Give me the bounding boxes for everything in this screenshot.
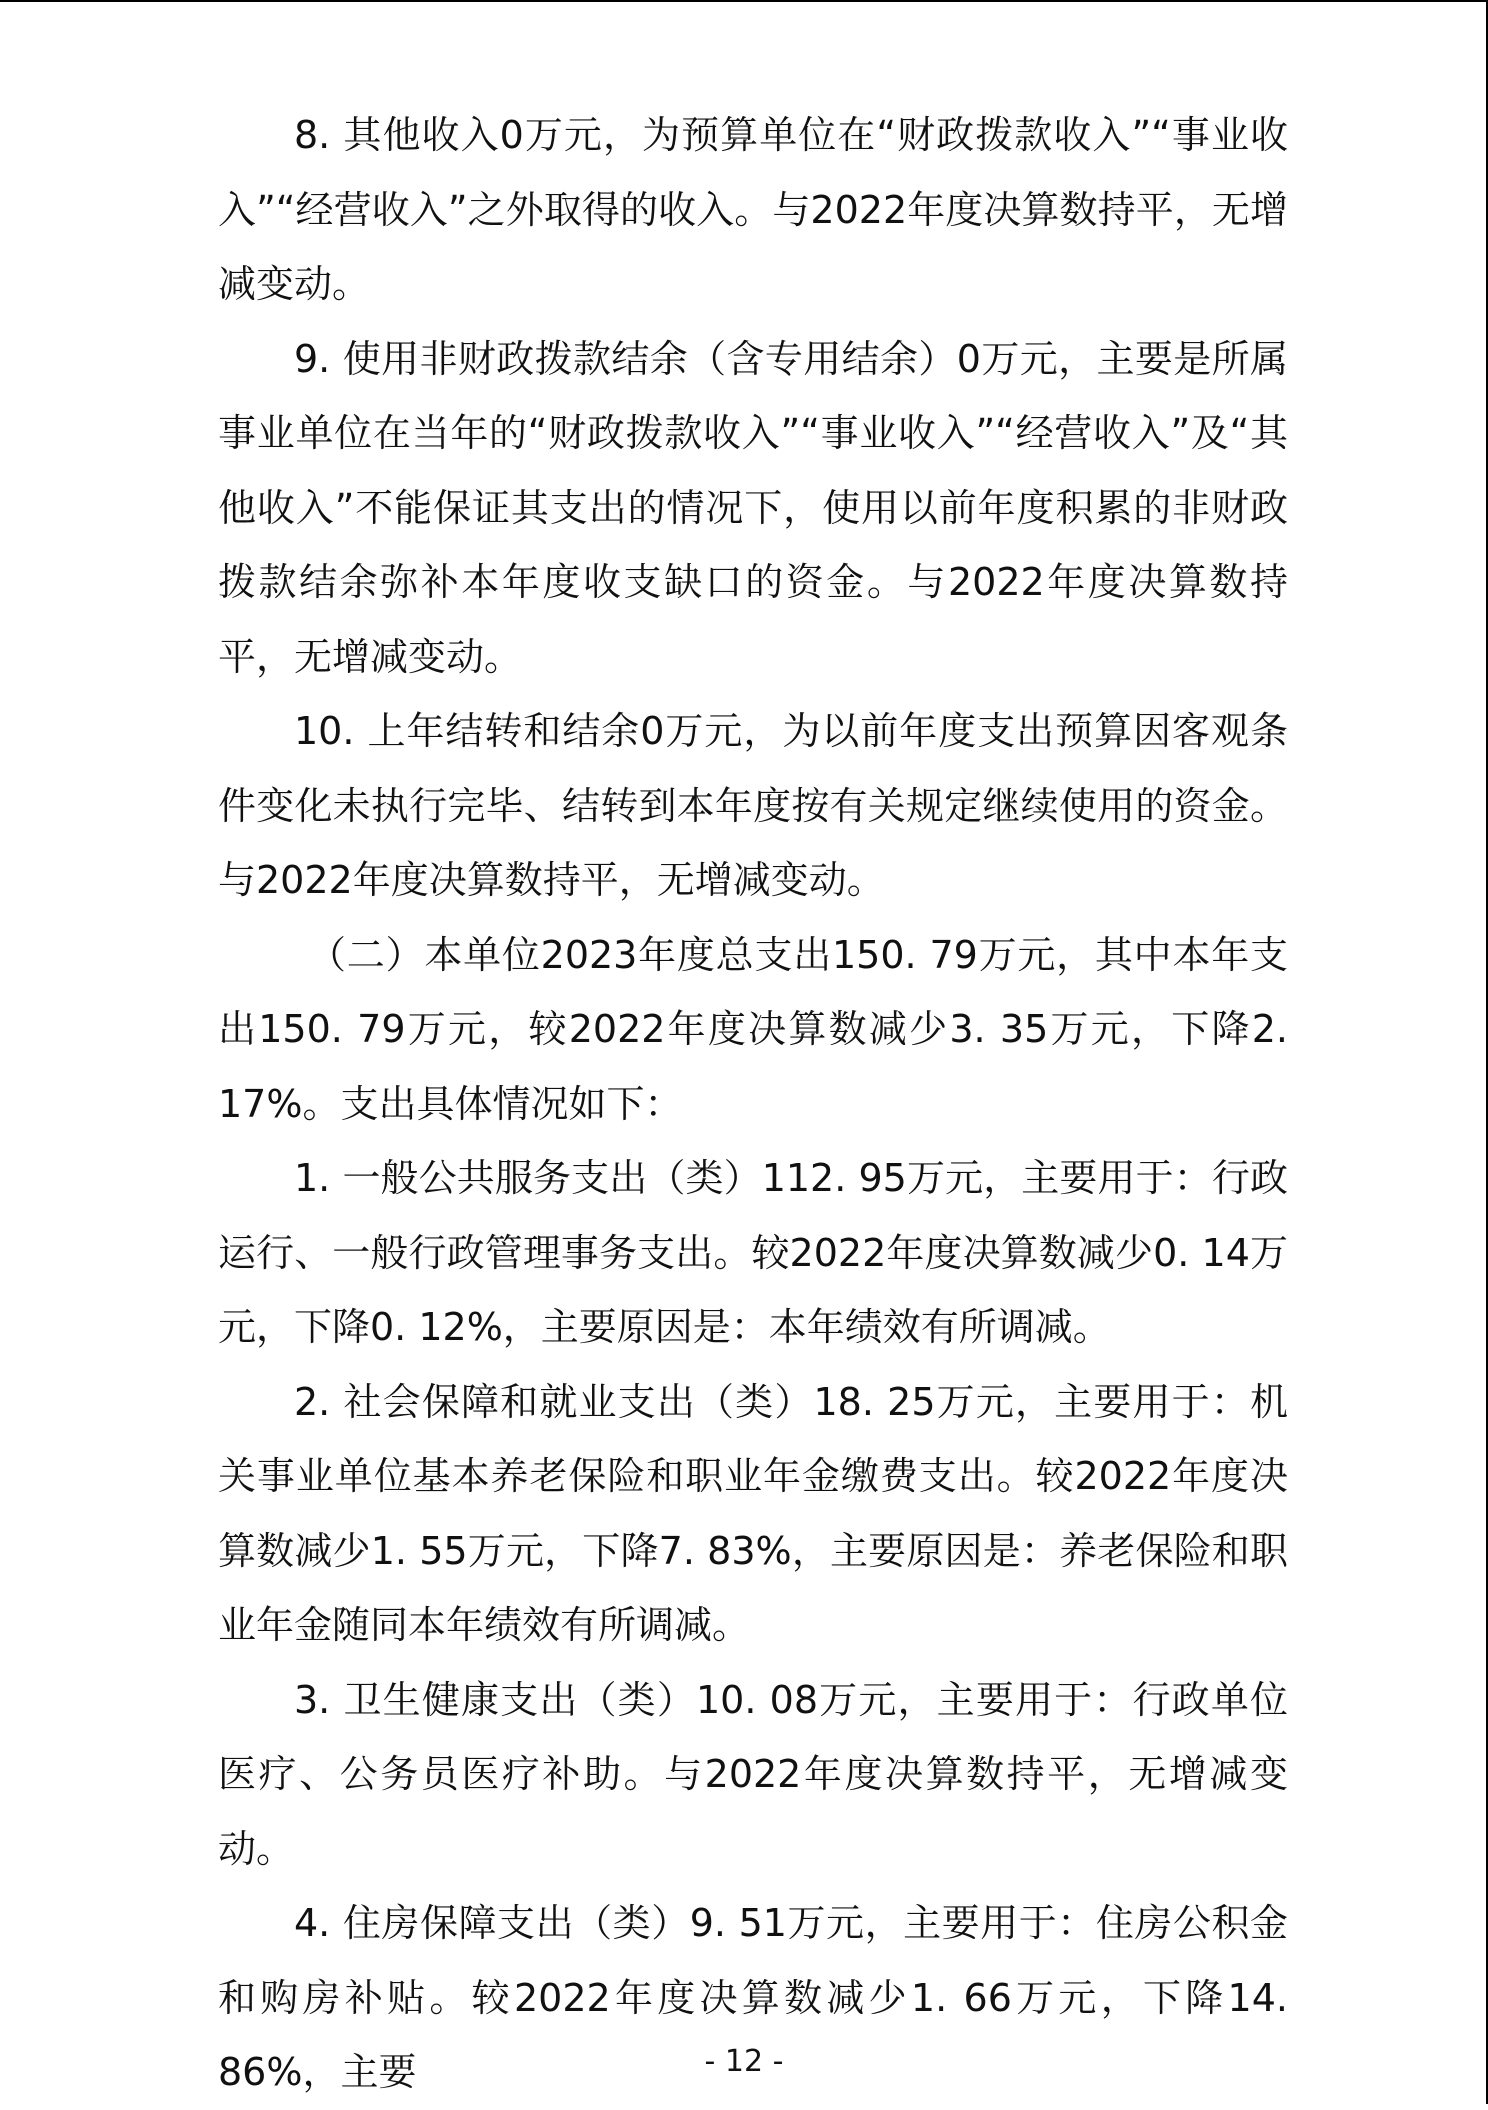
paragraph-general-public-services: 1. 一般公共服务支出（类）112. 95万元，主要用于：行政运行、一般行政管理事务支出。较2022年度决算数减少0. 14万元，下降0. 12%，主要原因是：本年绩效有所调减。 [218,1156,1288,1349]
paragraph-total-expenditure: （二）本单位2023年度总支出150. 79万元，其中本年支出150. 79万元，较2022年度决算数减少3. 35万元，下降2. 17%。支出具体情况如下： [218,932,1288,1126]
page-number: - 12 - [704,2044,784,2079]
paragraph-other-income: 8. 其他收入0万元，为预算单位在“财政拨款收入”“事业收入”“经营收入”之外取得的收入。与2022年度决算数持平，无增减变动。 [218,113,1288,306]
paragraph-housing: 4. 住房保障支出（类）9. 51万元，主要用于：住房公积金和购房补贴。较2022年度决算数减少1. 66万元，下降14. 86%，主要 [218,1901,1288,2094]
paragraph-carryover: 10. 上年结转和结余0万元，为以前年度支出预算因客观条件变化未执行完毕、结转到本年度按有关规定继续使用的资金。与2022年度决算数持平，无增减变动。 [218,709,1288,902]
document-body [218,98,1288,2110]
paragraph-health: 3. 卫生健康支出（类）10. 08万元，主要用于：行政单位医疗、公务员医疗补助。与2022年度决算数持平，无增减变动。 [218,1677,1288,1871]
paragraph-social-security: 2. 社会保障和就业支出（类）18. 25万元，主要用于：机关事业单位基本养老保险和职业年金缴费支出。较2022年度决算数减少1. 55万元，下降7. 83%，主要原因是：养老保险和职业年金随同本年绩效有所调减。 [218,1379,1288,1647]
page-border-top [0,0,1488,2]
paragraph-non-fiscal-surplus: 9. 使用非财政拨款结余（含专用结余）0万元，主要是所属事业单位在当年的“财政拨款收入”“事业收入”“经营收入”及“其他收入”不能保证其支出的情况下，使用以前年度积累的非财政拨款结余弥补本年度收支缺口的资金。与2022年度决算数持平，无增减变动。 [218,336,1288,679]
